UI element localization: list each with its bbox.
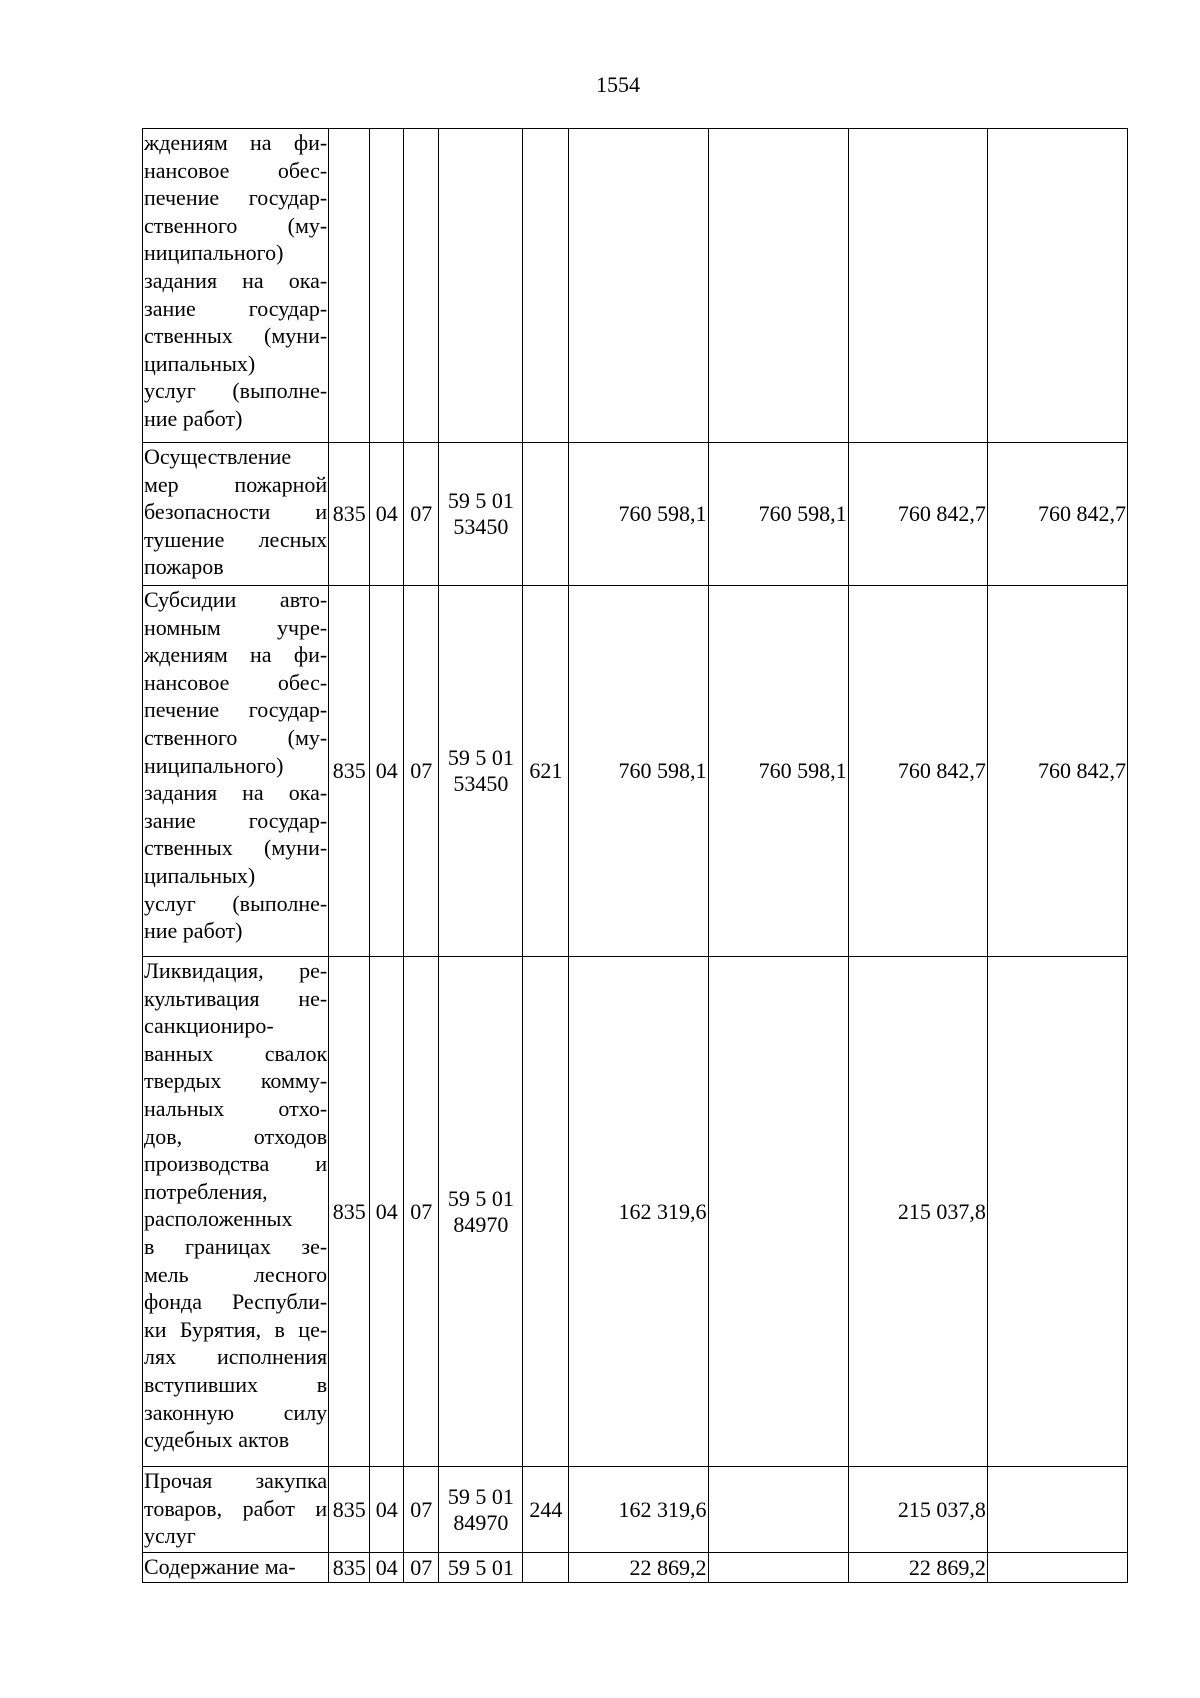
amount-cell-1 <box>569 129 708 443</box>
row-name-line: ждениям на фи- <box>144 642 328 668</box>
page-number: 1554 <box>596 72 640 97</box>
row-name-line: тушение лесных <box>144 526 328 552</box>
amount-cell-2 <box>708 1553 848 1583</box>
expense-type-cell: 621 <box>523 586 569 957</box>
row-name-line: в границах зе- <box>144 1233 328 1259</box>
row-name-cell <box>143 586 329 957</box>
row-name-line: производства и <box>144 1151 328 1177</box>
row-name-line: ципальных) <box>144 862 256 888</box>
row-name-line: твердых комму- <box>144 1068 328 1094</box>
row-name-line: ждениям на фи- <box>144 130 328 155</box>
row-name-line: ние работ) <box>144 918 243 944</box>
amount-cell-3: 215 037,8 <box>848 957 987 1467</box>
row-name-line: задания на ока- <box>144 267 328 293</box>
amount-cell-3: 760 842,7 <box>848 586 987 957</box>
amount-cell-4 <box>987 1467 1127 1553</box>
row-name-line: ки Бурятия, в це- <box>144 1316 328 1342</box>
row-name-line: судебных актов <box>144 1427 290 1453</box>
row-name-line: лях исполнения <box>144 1344 328 1370</box>
row-name-line: номным учре- <box>144 614 328 640</box>
row-name-line: услуг (выполне- <box>144 890 328 916</box>
row-name-line: ципальных) <box>144 350 256 376</box>
row-name-line: ственного (му- <box>144 724 328 750</box>
ministry-code-cell <box>329 129 370 443</box>
row-name-line: ственного (му- <box>144 212 328 238</box>
amount-cell-1: 760 598,1 <box>569 443 708 586</box>
subsection-code-cell <box>404 129 439 443</box>
section-code-cell: 04 <box>370 1553 404 1583</box>
row-name-line: пожаров <box>144 554 224 580</box>
row-name-line: услуг (выполне- <box>144 378 328 404</box>
row-name-line: зание государ- <box>144 295 328 321</box>
row-name-line: дов, отходов <box>144 1123 328 1149</box>
amount-cell-3: 760 842,7 <box>848 443 987 586</box>
row-name-line: нальных отхо- <box>144 1095 328 1121</box>
amount-cell-1: 22 869,2 <box>569 1553 708 1583</box>
target-article-cell: 59 5 01 <box>439 1553 523 1583</box>
row-name-line: мер пожарной <box>144 471 328 497</box>
row-name-line: мель лесного <box>144 1261 328 1287</box>
table-row <box>143 586 1128 957</box>
row-name-line: ние работ) <box>144 405 243 431</box>
section-code-cell: 04 <box>370 443 404 586</box>
amount-cell-1: 162 319,6 <box>569 957 708 1467</box>
row-name-line: потребления, <box>144 1178 268 1204</box>
row-name-cell <box>143 1467 329 1553</box>
subsection-code-cell: 07 <box>404 957 439 1467</box>
table-body <box>143 129 1128 1583</box>
row-name-line: Осуществление <box>144 444 292 469</box>
expense-type-cell <box>523 1553 569 1583</box>
budget-table <box>142 128 1128 1583</box>
table-row <box>143 129 1128 443</box>
row-name-line: Ликвидация, ре- <box>144 958 328 983</box>
row-name-line: печение государ- <box>144 697 328 723</box>
table-row <box>143 443 1128 586</box>
row-name-line: зание государ- <box>144 807 328 833</box>
row-name-line: Прочая закупка <box>144 1468 328 1493</box>
row-name-line: ниципального) <box>144 240 284 266</box>
ministry-code-cell: 835 <box>329 443 370 586</box>
row-name-line: Содержание ма- <box>144 1554 296 1579</box>
amount-cell-2 <box>708 129 848 443</box>
row-name-line: ниципального) <box>144 752 284 778</box>
amount-cell-2 <box>708 957 848 1467</box>
ministry-code-cell: 835 <box>329 586 370 957</box>
row-name-line: фонда Республи- <box>144 1289 328 1315</box>
amount-cell-2: 760 598,1 <box>708 586 848 957</box>
amount-cell-4 <box>987 129 1127 443</box>
subsection-code-cell: 07 <box>404 586 439 957</box>
ministry-code-cell: 835 <box>329 957 370 1467</box>
amount-cell-4 <box>987 957 1127 1467</box>
row-name-line: печение государ- <box>144 185 328 211</box>
row-name-cell <box>143 443 329 586</box>
row-name-line: Субсидии авто- <box>144 587 328 612</box>
row-name-line: законную силу <box>144 1399 328 1425</box>
row-name-line: культивация не- <box>144 985 328 1011</box>
amount-cell-3: 22 869,2 <box>848 1553 987 1583</box>
target-article-cell: 59 5 01 53450 <box>439 443 523 586</box>
target-article-cell <box>439 129 523 443</box>
row-name-line: вступивших в <box>144 1371 328 1397</box>
amount-cell-1: 162 319,6 <box>569 1467 708 1553</box>
amount-cell-3 <box>848 129 987 443</box>
row-name-line: ственных (муни- <box>144 323 328 349</box>
table-row <box>143 1467 1128 1553</box>
section-code-cell: 04 <box>370 586 404 957</box>
section-code-cell: 04 <box>370 1467 404 1553</box>
subsection-code-cell: 07 <box>404 1553 439 1583</box>
target-article-cell: 59 5 01 84970 <box>439 957 523 1467</box>
row-name-line: услуг <box>144 1523 196 1549</box>
section-code-cell <box>370 129 404 443</box>
subsection-code-cell: 07 <box>404 1467 439 1553</box>
expense-type-cell <box>523 129 569 443</box>
target-article-cell: 59 5 01 84970 <box>439 1467 523 1553</box>
row-name-cell <box>143 1553 329 1583</box>
expense-type-cell <box>523 957 569 1467</box>
row-name-line: товаров, работ и <box>144 1495 328 1521</box>
row-name-cell <box>143 129 329 443</box>
row-name-line: расположенных <box>144 1206 293 1232</box>
amount-cell-1: 760 598,1 <box>569 586 708 957</box>
amount-cell-3: 215 037,8 <box>848 1467 987 1553</box>
expense-type-cell: 244 <box>523 1467 569 1553</box>
ministry-code-cell: 835 <box>329 1553 370 1583</box>
row-name-line: нансовое обес- <box>144 157 328 183</box>
amount-cell-4 <box>987 1553 1127 1583</box>
row-name-line: безопасности и <box>144 499 328 525</box>
expense-type-cell <box>523 443 569 586</box>
row-name-line: санкциониро- <box>144 1013 274 1039</box>
table-row <box>143 1553 1128 1583</box>
ministry-code-cell: 835 <box>329 1467 370 1553</box>
row-name-line: нансовое обес- <box>144 669 328 695</box>
section-code-cell: 04 <box>370 957 404 1467</box>
table-row <box>143 957 1128 1467</box>
row-name-line: ванных свалок <box>144 1040 328 1066</box>
row-name-line: ственных (муни- <box>144 835 328 861</box>
row-name-line: задания на ока- <box>144 780 328 806</box>
amount-cell-4: 760 842,7 <box>987 586 1127 957</box>
row-name-cell <box>143 957 329 1467</box>
amount-cell-2: 760 598,1 <box>708 443 848 586</box>
subsection-code-cell: 07 <box>404 443 439 586</box>
amount-cell-2 <box>708 1467 848 1553</box>
amount-cell-4: 760 842,7 <box>987 443 1127 586</box>
target-article-cell: 59 5 01 53450 <box>439 586 523 957</box>
